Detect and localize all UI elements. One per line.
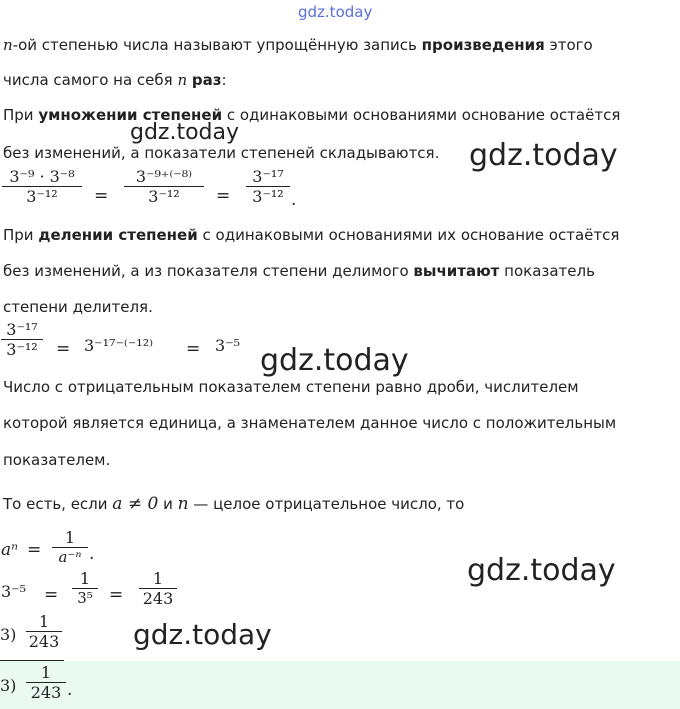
neg-rule-line-1: Число с отрицательным показателем степени равно дроби, числителем [3, 378, 579, 396]
numerator: 1 [38, 612, 50, 631]
numerator: 3⁻⁹ · 3⁻⁸ [9, 167, 75, 186]
condition-expr: a ≠ 0 [112, 494, 159, 514]
definition-line-1 [3, 35, 593, 55]
text: — целое отрицательное число, то [188, 495, 465, 513]
equals-sign: = [44, 585, 59, 605]
eq2-result: 3⁻⁵ [215, 336, 241, 355]
text: с одинаковыми основаниями основание остаётся [222, 106, 621, 124]
text: без изменений, а из показателя степени делимого [3, 262, 414, 280]
text: -ой степенью числа называют упрощённую запись [12, 36, 422, 54]
equals-sign: = [94, 186, 109, 206]
equals-sign: = [216, 186, 231, 206]
bold-text: делении степеней [38, 226, 198, 244]
text: : [221, 71, 227, 89]
bold-text: умножении степеней [38, 106, 223, 124]
var-n: n [177, 71, 188, 89]
watermark: gdz.today [467, 553, 616, 588]
eq4-fraction-1 [72, 569, 98, 607]
denominator: 3⁻¹² [26, 187, 58, 206]
div-rule-line-3: степени делителя. [3, 298, 153, 316]
text: числа самого на себя [3, 71, 178, 89]
var-n: n [3, 36, 13, 54]
eq1-fraction-2 [124, 167, 204, 206]
neg-rule-line-3: показателем. [3, 451, 111, 469]
bold-text: вычитают [413, 262, 500, 280]
bold-text: раз [191, 71, 222, 89]
denominator: 243 [28, 632, 60, 651]
answer-label: 3) [0, 625, 17, 644]
denominator: 3⁻¹² [252, 187, 284, 206]
text: То есть, если [3, 495, 113, 513]
watermark-top: gdz.today [298, 3, 373, 21]
bold-text: произведения [421, 36, 545, 54]
text: с одинаковыми основаниями их основание остаётся [197, 226, 620, 244]
numerator: 1 [79, 569, 91, 588]
denominator: 243 [142, 589, 174, 608]
answer-fraction [26, 612, 62, 651]
mult-rule-line-1 [3, 105, 620, 125]
equals-sign: = [27, 540, 42, 560]
text: и [158, 495, 178, 513]
final-answer-box [0, 661, 680, 709]
condition-line [3, 494, 464, 514]
div-rule-line-2 [3, 261, 595, 281]
numerator: 3⁻⁹⁺⁽⁻⁸⁾ [135, 167, 193, 186]
period: . [67, 680, 73, 700]
neg-rule-line-2: которой является единица, а знаменателем данное число с положительным [3, 414, 617, 432]
numerator: 1 [40, 663, 52, 682]
watermark: gdz.today [260, 343, 409, 378]
denominator: a⁻ⁿ [58, 548, 82, 566]
text: показатель [499, 262, 595, 280]
text: этого [544, 36, 593, 54]
eq1-fraction-3 [246, 167, 290, 206]
numerator: 1 [152, 569, 164, 588]
final-answer-fraction [26, 663, 66, 702]
eq3-fraction [52, 528, 88, 566]
watermark: gdz.today [133, 618, 272, 651]
divider [0, 660, 64, 661]
watermark: gdz.today [130, 120, 240, 145]
eq2-fraction [1, 320, 43, 359]
eq1-fraction-1 [2, 167, 82, 206]
watermark: gdz.today [469, 138, 618, 173]
equals-sign: = [56, 339, 71, 359]
div-rule-line-1 [3, 225, 619, 245]
var-n: n [177, 494, 189, 514]
denominator: 243 [30, 683, 62, 702]
text: При [3, 226, 39, 244]
eq3-lhs: aⁿ [1, 540, 19, 560]
eq4-lhs: 3⁻⁵ [1, 582, 27, 601]
eq4-fraction-2 [139, 569, 177, 608]
period: . [89, 544, 95, 564]
mult-rule-line-2: без изменений, а показатели степеней складываются. [3, 144, 440, 162]
equals-sign: = [109, 585, 124, 605]
numerator: 3⁻¹⁷ [252, 167, 284, 186]
equals-sign: = [186, 339, 201, 359]
period: . [291, 190, 297, 210]
numerator: 3⁻¹⁷ [6, 320, 38, 339]
denominator: 3⁻¹² [148, 187, 180, 206]
numerator: 1 [64, 528, 76, 547]
denominator: 3⁻¹² [6, 340, 38, 359]
final-answer-label: 3) [0, 676, 17, 695]
text: При [3, 106, 39, 124]
denominator: 3⁵ [77, 589, 93, 607]
eq2-middle: 3⁻¹⁷⁻⁽⁻¹²⁾ [84, 336, 154, 355]
definition-line-2 [3, 70, 227, 90]
